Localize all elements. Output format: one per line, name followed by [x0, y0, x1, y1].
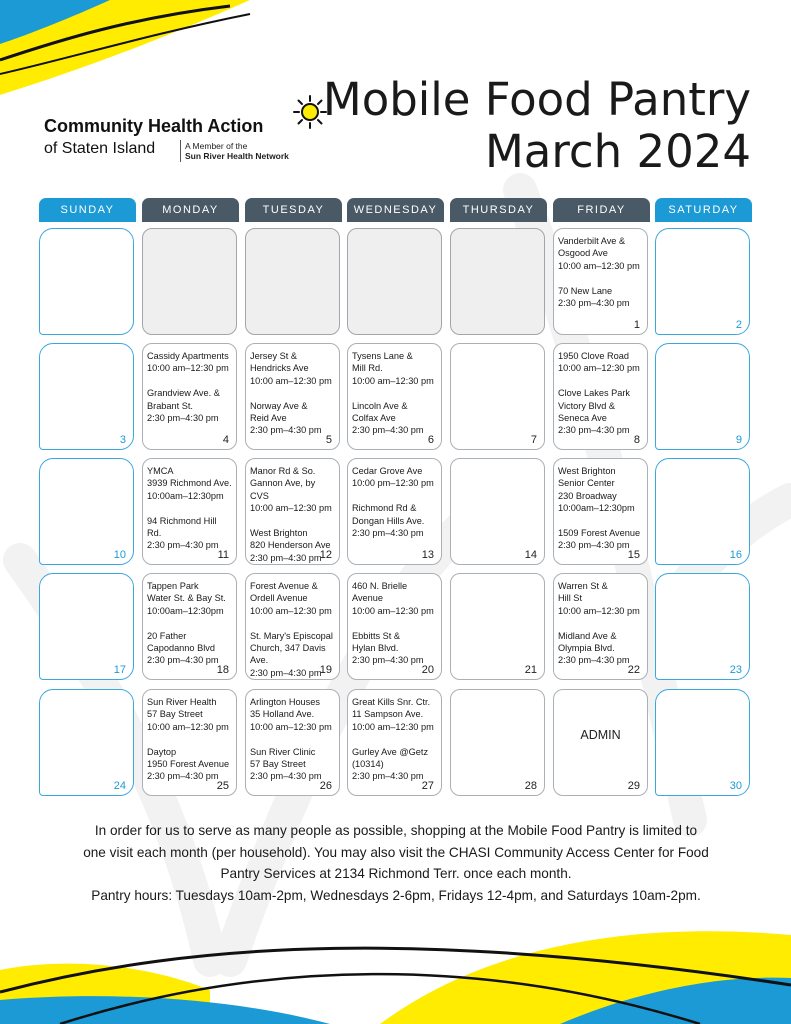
day-number: 10: [113, 549, 126, 561]
page-title: [323, 74, 751, 178]
calendar-day-cell: [347, 228, 442, 335]
pantry-event: [147, 630, 233, 667]
event-line: 2:30 pm–4:30 pm: [147, 655, 219, 666]
event-line: Cedar Grove Ave: [352, 466, 423, 476]
event-line: Gurley Ave @Getz: [352, 746, 429, 757]
pantry-event: [558, 235, 644, 272]
day-number: 1: [633, 319, 640, 331]
event-line: 2:30 pm–4:30 pm: [558, 298, 630, 309]
day-number: 3: [119, 434, 126, 446]
pantry-event: [147, 580, 233, 617]
pantry-event: [147, 746, 233, 783]
day-number: 4: [222, 434, 229, 446]
event-line: 2:30 pm–4:30 pm: [558, 540, 630, 551]
event-line: Richmond Rd &: [352, 503, 417, 514]
event-line: Hylan Blvd.: [352, 643, 399, 654]
event-line: 10:00 am–12:30 pm: [250, 375, 332, 386]
pantry-event: [352, 696, 438, 733]
calendar-day-cell: [553, 573, 648, 680]
event-line: Hendricks Ave: [250, 363, 309, 374]
event-line: 20 Father: [147, 630, 187, 641]
day-number: 12: [319, 549, 332, 561]
pantry-event: [352, 400, 438, 437]
event-line: Gannon Ave, by CVS: [250, 478, 316, 501]
calendar-day-cell: [245, 458, 340, 565]
calendar-day-cell: [142, 689, 237, 796]
event-line: Dongan Hills Ave.: [352, 515, 425, 526]
calendar-day-cell: [347, 573, 442, 680]
header-sunday: SUNDAY: [39, 198, 136, 222]
event-line: 70 New Lane: [558, 285, 613, 296]
event-line: 10:00am–12:30pm: [147, 490, 224, 501]
event-line: 57 Bay Street: [250, 759, 306, 770]
day-number: 8: [633, 434, 640, 446]
event-line: 2:30 pm–4:30 pm: [352, 655, 424, 666]
event-line: Grandview Ave. &: [147, 388, 220, 399]
pantry-event: [352, 465, 438, 490]
calendar-day-cell: [245, 343, 340, 450]
title-line1: Mobile Food Pantry: [322, 73, 751, 126]
event-line: 2:30 pm–4:30 pm: [147, 413, 219, 424]
event-line: Mill Rd.: [352, 363, 383, 374]
event-line: Midland Ave &: [558, 630, 617, 641]
calendar-day-cell: [347, 689, 442, 796]
event-line: 2:30 pm–4:30 pm: [250, 425, 322, 436]
event-line: 10:00 am–12:30 pm: [352, 375, 434, 386]
pantry-event: [147, 350, 233, 375]
pantry-events: [147, 350, 233, 437]
day-number: 23: [729, 664, 742, 676]
pantry-event: [558, 387, 644, 437]
event-line: YMCA: [147, 466, 174, 476]
event-line: 10:00am–12:30pm: [147, 605, 224, 616]
event-line: Daytop: [147, 746, 177, 757]
calendar-day-cell: [655, 689, 750, 796]
event-line: 2:30 pm–4:30 pm: [558, 655, 630, 666]
event-line: Sun River Health: [147, 697, 217, 707]
pantry-event: [250, 350, 336, 387]
event-line: Capodanno Blvd: [147, 643, 215, 654]
day-number: 20: [421, 664, 434, 676]
event-line: 460 N. Brielle Avenue: [352, 581, 408, 604]
event-line: 10:00 am–12:30 pm: [352, 721, 434, 732]
event-line: Reid Ave: [250, 413, 287, 424]
event-line: 10:00 am–12:30 pm: [558, 363, 640, 374]
event-line: Tysens Lane &: [352, 351, 413, 361]
event-line: 1509 Forest Avenue: [558, 528, 641, 539]
event-line: 10:00 am–12:30 pm: [250, 605, 332, 616]
calendar-day-cell: [39, 228, 134, 335]
event-line: Osgood Ave: [558, 248, 608, 259]
event-line: 10:00 am–12:30 pm: [352, 605, 434, 616]
calendar-grid: [39, 228, 753, 802]
day-number: 14: [524, 549, 537, 561]
event-line: 11 Sampson Ave.: [352, 709, 424, 720]
event-line: 1950 Clove Road: [558, 351, 629, 361]
pantry-event: [558, 630, 644, 667]
day-number: 21: [524, 664, 537, 676]
calendar-day-cell: [39, 573, 134, 680]
organization-logo: [44, 94, 334, 164]
event-line: Jersey St &: [250, 351, 297, 361]
calendar-day-cell: [655, 573, 750, 680]
pantry-event: [352, 502, 438, 539]
event-line: Brabant St.: [147, 400, 193, 411]
header-friday: FRIDAY: [553, 198, 650, 222]
header-tuesday: TUESDAY: [245, 198, 342, 222]
day-number: 24: [113, 780, 126, 792]
event-line: Victory Blvd &: [558, 400, 616, 411]
footer-line: Pantry hours: Tuesdays 10am-2pm, Wednesdays 2-6pm, Fridays 12-4pm, and Saturdays 10am-2pm.: [91, 887, 701, 903]
day-number: 25: [216, 780, 229, 792]
pantry-event: [558, 465, 644, 515]
calendar-day-cell: [245, 689, 340, 796]
day-number: 28: [524, 780, 537, 792]
day-number: 5: [325, 434, 332, 446]
event-line: 10:00 am–12:30 pm: [147, 721, 229, 732]
event-line: Senior Center: [558, 478, 615, 489]
calendar-day-cell: [553, 343, 648, 450]
pantry-event: [352, 746, 438, 783]
pantry-event: [147, 515, 233, 552]
event-line: Colfax Ave: [352, 413, 396, 424]
pantry-events: [558, 235, 644, 322]
calendar-day-cell: [142, 573, 237, 680]
day-number: 22: [627, 664, 640, 676]
calendar-day-cell: [553, 458, 648, 565]
day-number: 16: [729, 549, 742, 561]
calendar-day-cell: [142, 458, 237, 565]
day-label: ADMIN: [580, 728, 621, 742]
footer-notice: [40, 820, 752, 906]
event-line: 10:00 pm–12:30 pm: [352, 478, 434, 489]
event-line: 1950 Forest Avenue: [147, 759, 230, 770]
event-line: 10:00 am–12:30 pm: [558, 260, 640, 271]
title-line2: March 2024: [484, 125, 751, 178]
logo-name-line2: of Staten Island: [44, 140, 156, 157]
event-line: Ordell Avenue: [250, 593, 308, 604]
event-line: Vanderbilt Ave &: [558, 236, 626, 246]
day-number: 26: [319, 780, 332, 792]
event-line: 94 Richmond Hill Rd.: [147, 515, 217, 539]
calendar-day-cell: [450, 228, 545, 335]
calendar-day-cell: [245, 228, 340, 335]
event-line: (10314): [352, 759, 384, 770]
pantry-event: [147, 696, 233, 733]
pantry-event: [250, 580, 336, 617]
day-number: 17: [113, 664, 126, 676]
pantry-event: [250, 465, 336, 515]
event-line: Forest Avenue &: [250, 581, 318, 591]
calendar-day-cell: [450, 458, 545, 565]
footer-line: In order for us to serve as many people as possible, shopping at the Mobile Food Pantry is limited to: [94, 823, 698, 838]
calendar-day-cell: [347, 458, 442, 565]
event-line: 2:30 pm–4:30 pm: [250, 667, 322, 678]
event-line: 35 Holland Ave.: [250, 709, 315, 720]
event-line: 3939 Richmond Ave.: [147, 478, 232, 489]
logo-name-line1: Community Health Action: [44, 116, 264, 136]
pantry-event: [558, 580, 644, 617]
day-number: 6: [427, 434, 434, 446]
event-line: Tappen Park: [147, 581, 199, 591]
day-number: 15: [627, 549, 640, 561]
event-line: Sun River Clinic: [250, 746, 316, 757]
header-wednesday: WEDNESDAY: [347, 198, 444, 222]
event-line: 2:30 pm–4:30 pm: [147, 540, 219, 551]
calendar-day-cell: [553, 228, 648, 335]
event-line: Hill St: [558, 593, 582, 604]
pantry-event: [147, 465, 233, 502]
event-line: 2:30 pm–4:30 pm: [352, 528, 424, 539]
header-saturday: SATURDAY: [655, 198, 752, 222]
header-monday: MONDAY: [142, 198, 239, 222]
event-line: 10:00 am–12:30 pm: [147, 363, 229, 374]
logo-network-line2: Sun River Health Network: [185, 151, 289, 161]
pantry-event: [250, 696, 336, 733]
event-line: Arlington Houses: [250, 697, 320, 707]
logo-network-line1: A Member of the: [185, 141, 248, 151]
pantry-event: [250, 400, 336, 437]
calendar-day-cell: [450, 343, 545, 450]
event-line: Olympia Blvd.: [558, 643, 615, 654]
event-line: 2:30 pm–4:30 pm: [352, 425, 424, 436]
event-line: 10:00 am–12:30 pm: [250, 721, 332, 732]
day-number: 29: [627, 780, 640, 792]
event-line: Seneca Ave: [558, 413, 607, 424]
pantry-events: [352, 350, 438, 449]
pantry-event: [147, 387, 233, 424]
event-line: 2:30 pm–4:30 pm: [250, 552, 322, 563]
event-line: Lincoln Ave &: [352, 400, 408, 411]
event-line: 2:30 pm–4:30 pm: [558, 425, 630, 436]
calendar-day-cell: [553, 689, 648, 796]
day-number: 11: [217, 549, 229, 561]
footer-line: one visit each month (per household). You may also visit the CHASI Community Access Center for Food: [83, 844, 709, 860]
calendar-day-cell: [39, 689, 134, 796]
event-line: West Brighton: [250, 528, 308, 539]
calendar-day-cell: [655, 458, 750, 565]
pantry-events: [250, 350, 336, 449]
calendar-day-cell: [39, 343, 134, 450]
event-line: Water St. & Bay St.: [147, 593, 226, 604]
event-line: 10:00 am–12:30 pm: [558, 605, 640, 616]
event-line: Church, 347 Davis Ave.: [250, 643, 326, 666]
calendar-day-cell: [450, 689, 545, 796]
event-line: Great Kills Snr. Ctr.: [352, 697, 431, 707]
event-line: 57 Bay Street: [147, 709, 203, 720]
calendar-day-cell: [450, 573, 545, 680]
event-line: Warren St &: [558, 581, 608, 591]
pantry-events: [558, 350, 644, 449]
event-line: 10:00am–12:30pm: [558, 503, 635, 514]
event-line: 2:30 pm–4:30 pm: [352, 771, 424, 782]
day-number: 13: [421, 549, 434, 561]
calendar-day-cell: [142, 228, 237, 335]
event-line: Manor Rd & So.: [250, 466, 316, 476]
calendar-day-cell: [655, 228, 750, 335]
day-number: 30: [729, 780, 742, 792]
day-number: 2: [735, 319, 742, 331]
event-line: Norway Ave &: [250, 400, 308, 411]
weekday-header-row: [39, 198, 753, 222]
event-line: 10:00 am–12:30 pm: [250, 503, 332, 514]
header-thursday: THURSDAY: [450, 198, 547, 222]
pantry-event: [352, 350, 438, 387]
footer-line: Pantry Services at 2134 Richmond Terr. once each month.: [220, 866, 572, 881]
calendar-day-cell: [347, 343, 442, 450]
pantry-event: [352, 630, 438, 667]
calendar-day-cell: [245, 573, 340, 680]
day-number: 9: [735, 434, 742, 446]
calendar-day-cell: [39, 458, 134, 565]
event-line: Cassidy Apartments: [147, 351, 229, 361]
event-line: Clove Lakes Park: [558, 388, 631, 399]
logo-divider: [180, 140, 181, 162]
pantry-event: [250, 746, 336, 783]
event-line: 820 Henderson Ave: [250, 540, 331, 551]
event-line: West Brighton: [558, 466, 616, 476]
event-line: Ebbitts St &: [352, 630, 401, 641]
day-number: 18: [216, 664, 229, 676]
pantry-event: [558, 285, 644, 310]
day-number: 27: [421, 780, 434, 792]
pantry-events: [352, 465, 438, 552]
pantry-event: [352, 580, 438, 617]
event-line: 2:30 pm–4:30 pm: [147, 771, 219, 782]
day-number: 19: [319, 664, 332, 676]
event-line: 230 Broadway: [558, 490, 617, 501]
calendar-day-cell: [655, 343, 750, 450]
day-number: 7: [530, 434, 537, 446]
event-line: St. Mary's Episcopal: [250, 630, 333, 641]
event-line: 2:30 pm–4:30 pm: [250, 771, 322, 782]
pantry-event: [558, 350, 644, 375]
calendar-day-cell: [142, 343, 237, 450]
